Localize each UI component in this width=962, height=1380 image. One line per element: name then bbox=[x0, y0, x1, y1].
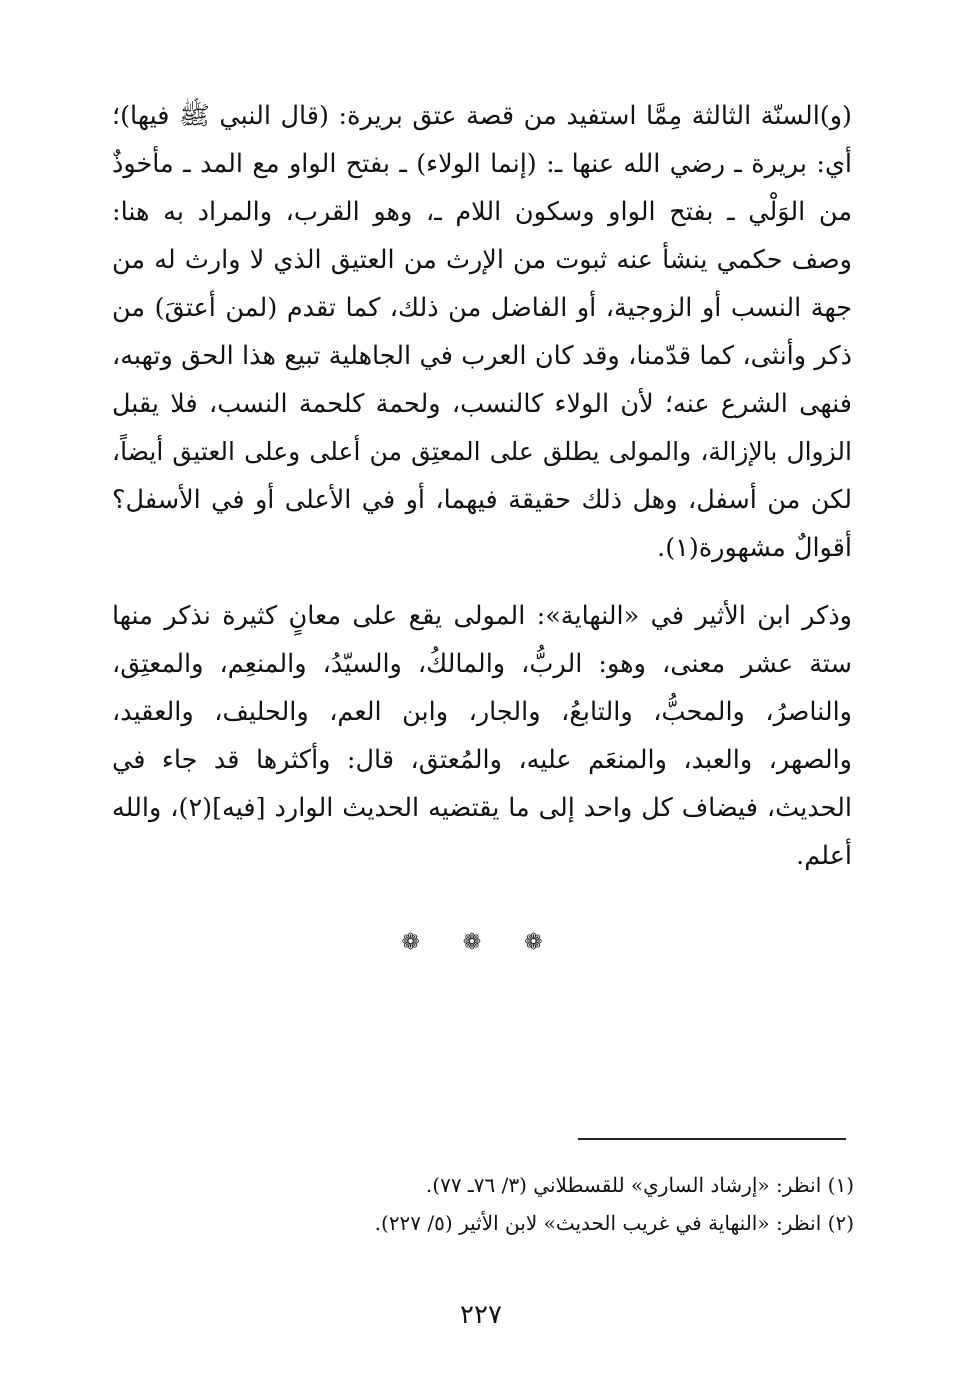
text-line: أي: بريرة ـ رضي الله عنها ـ: (إنما الولاء) ـ بفتح الواو مع المد ـ مأخوذٌ bbox=[112, 149, 852, 179]
page-number: ٢٢٧ bbox=[460, 1300, 502, 1330]
text-line: من الوَلْي ـ بفتح الواو وسكون اللام ـ، وهو القرب، والمراد به هنا: bbox=[112, 197, 852, 227]
footnotes bbox=[140, 1166, 854, 1242]
text-line: ذكر وأنثى، كما قدّمنا، وقد كان العرب في الجاهلية تبيع هذا الحق وتهبه، bbox=[112, 341, 852, 371]
section-separator: ❁ ❁ ❁ bbox=[401, 930, 561, 955]
footnote-2: (٢) انظر: «النهاية في غريب الحديث» لابن الأثير (٥/ ٢٢٧). bbox=[374, 1211, 854, 1235]
paragraph-1 bbox=[112, 92, 852, 572]
text-line: وصف حكمي ينشأ عنه ثبوت من الإرث من العتيق الذي لا وارث له من bbox=[112, 245, 852, 275]
footnote-1: (١) انظر: «إرشاد الساري» للقسطلاني (٣/ ٧٦ـ ٧٧). bbox=[425, 1173, 854, 1197]
text-line: الزوال بالإزالة، والمولى يطلق على المعتِق من أعلى وعلى العتيق أيضاً، bbox=[112, 437, 852, 466]
paragraph-2 bbox=[112, 592, 852, 880]
text-line: والصهر، والعبد، والمنعَم عليه، والمُعتق، قال: وأكثرها قد جاء في bbox=[112, 745, 852, 775]
text-line: لكن من أسفل، وهل ذلك حقيقة فيهما، أو في الأعلى أو في الأسفل؟ bbox=[112, 485, 852, 515]
text-line: أعلم. bbox=[796, 841, 852, 871]
main-text bbox=[112, 92, 852, 880]
footnote-divider bbox=[578, 1138, 846, 1140]
text-line: الحديث، فيضاف كل واحد إلى ما يقتضيه الحديث الوارد [فيه](٢)، والله bbox=[112, 793, 852, 823]
text-line: فنهى الشرع عنه؛ لأن الولاء كالنسب، ولحمة كلحمة النسب، فلا يقبل bbox=[112, 389, 852, 419]
text-line: ستة عشر معنى، وهو: الربُّ، والمالكُ، والسيّدُ، والمنعِم، والمعتِق، bbox=[112, 649, 852, 679]
text-line: (و)السنّة الثالثة مِمَّا استفيد من قصة عتق بريرة: (قال النبي ﷺ فيها)؛ bbox=[112, 101, 852, 131]
text-line: وذكر ابن الأثير في «النهاية»: المولى يقع على معانٍ كثيرة نذكر منها bbox=[112, 601, 852, 631]
text-line: أقوالٌ مشهورة(١). bbox=[657, 533, 852, 563]
text-line: والناصرُ، والمحبُّ، والتابعُ، والجار، وابن العم، والحليف، والعقيد، bbox=[112, 697, 852, 727]
text-line: جهة النسب أو الزوجية، أو الفاضل من ذلك، كما تقدم (لمن أعتقَ) من bbox=[112, 293, 852, 323]
